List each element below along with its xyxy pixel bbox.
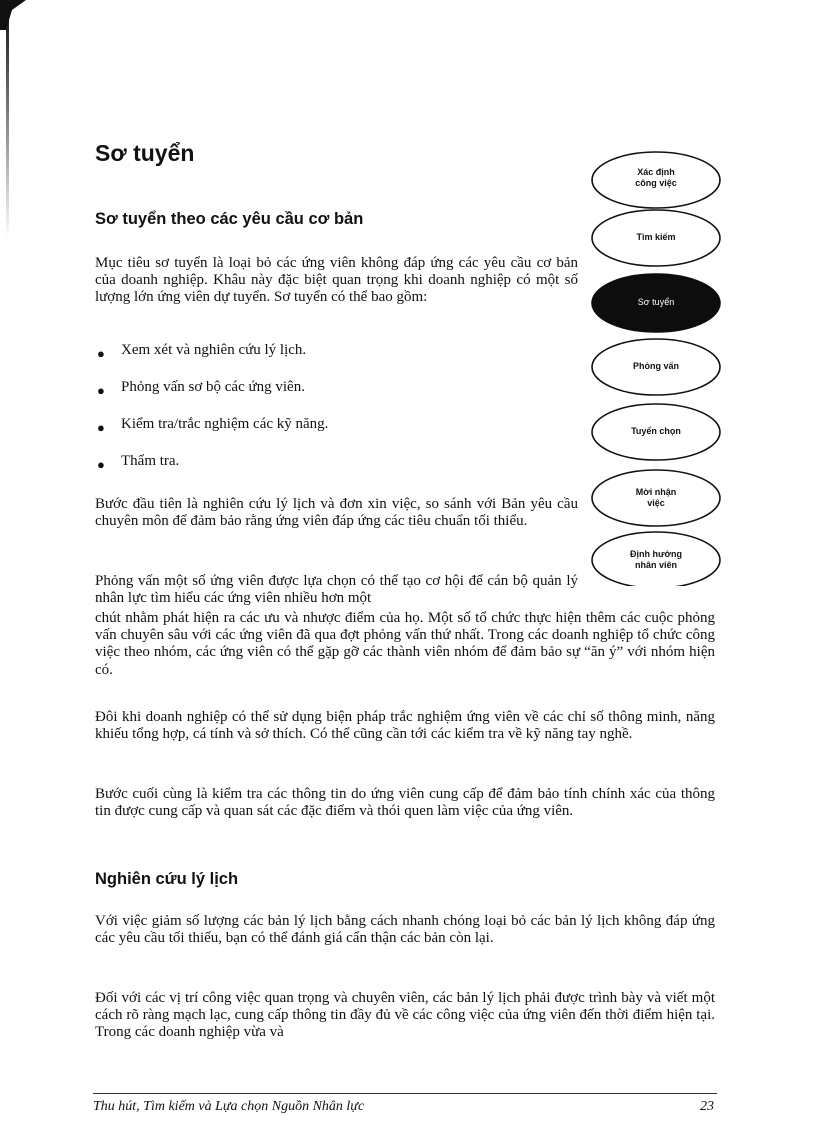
list-item <box>95 453 575 490</box>
step-label-line: Tuyển chọn <box>631 426 681 436</box>
step-label-line: công việc <box>635 178 677 188</box>
bullet-icon: ● <box>97 420 105 435</box>
paragraph-resume-reduction: Với việc giảm số lượng các bản lý lịch bằng cách nhanh chóng loại bỏ các bản lý lịch không đáp ứng các yêu cầu tối thiểu, bạn có thể đánh giá cẩn thận các bản còn lại. <box>95 913 715 947</box>
page-title: Sơ tuyển <box>95 140 195 166</box>
bullet-icon: ● <box>97 457 105 472</box>
list-item <box>95 379 575 416</box>
step-label-interview <box>590 361 722 372</box>
section-heading-resume-study: Nghiên cứu lý lịch <box>95 870 239 888</box>
step-label-line: Mời nhận <box>635 487 677 497</box>
step-label-line: Định hướng <box>630 549 682 559</box>
corner-mark <box>0 0 26 30</box>
step-label-line: nhân viên <box>634 560 677 570</box>
footer-divider <box>93 1093 717 1094</box>
step-label-selection <box>590 426 722 437</box>
paragraph-resume-review: Bước đầu tiên là nghiên cứu lý lịch và đơn xin việc, so sánh với Bản yêu cầu chuyên môn để đảm bảo rằng ứng viên đáp ứng các tiêu chuẩn tối thiểu. <box>95 496 578 530</box>
footer-book-title: Thu hút, Tìm kiếm và Lựa chọn Nguồn Nhân lực <box>93 1099 365 1114</box>
step-label-line: Phỏng vấn <box>632 361 679 371</box>
step-label-line: Tìm kiếm <box>636 232 676 242</box>
bullet-icon: ● <box>97 383 105 398</box>
footer-page-number: 23 <box>700 1099 714 1114</box>
step-label-define-job <box>590 167 722 189</box>
step-label-orientation <box>590 549 722 571</box>
list-item <box>95 342 575 379</box>
step-label-line: việc <box>647 498 665 508</box>
bullet-icon: ● <box>97 346 105 361</box>
section-heading-basic-screening: Sơ tuyển theo các yêu cầu cơ bản <box>95 210 364 228</box>
step-label-job-offer <box>590 487 722 509</box>
step-label-screening <box>590 297 722 308</box>
paragraph-verification: Bước cuối cùng là kiểm tra các thông tin do ứng viên cung cấp để đảm bảo tính chính xác của thông tin được cung cấp và quan sát các đặc điểm và thói quen làm việc của ứng viên. <box>95 786 715 820</box>
list-item-text: Kiểm tra/trắc nghiệm các kỹ năng. <box>121 416 329 432</box>
list-item-text: Phỏng vấn sơ bộ các ứng viên. <box>121 379 305 395</box>
paragraph-testing: Đôi khi doanh nghiệp có thể sử dụng biện pháp trắc nghiệm ứng viên về các chỉ số thông minh, năng khiếu tổng hợp, cá tính và sở thích. Có thể cũng cần tới các kiểm tra về kỹ năng tay nghề. <box>95 709 715 743</box>
screening-steps-list <box>95 342 575 490</box>
recruitment-process-diagram <box>590 146 724 586</box>
paragraph-resume-format: Đối với các vị trí công việc quan trọng và chuyên viên, các bản lý lịch phải được trình bày và viết một cách rõ ràng mạch lạc, cung cấp thông tin đầy đủ về các công việc của ứng viên đến thời điểm hiện tại. Trong các doanh nghiệp vừa và <box>95 990 715 1041</box>
paragraph-interview-a: Phỏng vấn một số ứng viên được lựa chọn có thể tạo cơ hội để cán bộ quản lý nhân lực tìm hiểu các ứng viên nhiều hơn một <box>95 573 578 607</box>
scan-edge-line <box>6 8 9 238</box>
step-label-search <box>590 232 722 243</box>
list-item-text: Thẩm tra. <box>121 453 180 469</box>
paragraph-intro: Mục tiêu sơ tuyển là loại bỏ các ứng viên không đáp ứng các yêu cầu cơ bản của doanh nghiệp. Khâu này đặc biệt quan trọng khi doanh nghiệp có một số lượng lớn ứng viên dự tuyển. Sơ tuyển có thể bao gồm: <box>95 255 578 306</box>
step-label-line: Sơ tuyển <box>637 297 675 307</box>
step-label-line: Xác định <box>637 167 675 177</box>
list-item-text: Xem xét và nghiên cứu lý lịch. <box>121 342 307 358</box>
list-item <box>95 416 575 453</box>
paragraph-interview-b: chút nhằm phát hiện ra các ưu và nhược điểm của họ. Một số tổ chức thực hiện thêm các cuộc phỏng vấn chuyên sâu với các ứng viên đã qua đợt phỏng vấn thứ nhất. Trong các doanh nghiệp tổ chức công việc theo nhóm, các ứng viên có thể gặp gỡ các thành viên nhóm để đảm bảo sự “ăn ý” với nhóm hiện có. <box>95 610 715 678</box>
